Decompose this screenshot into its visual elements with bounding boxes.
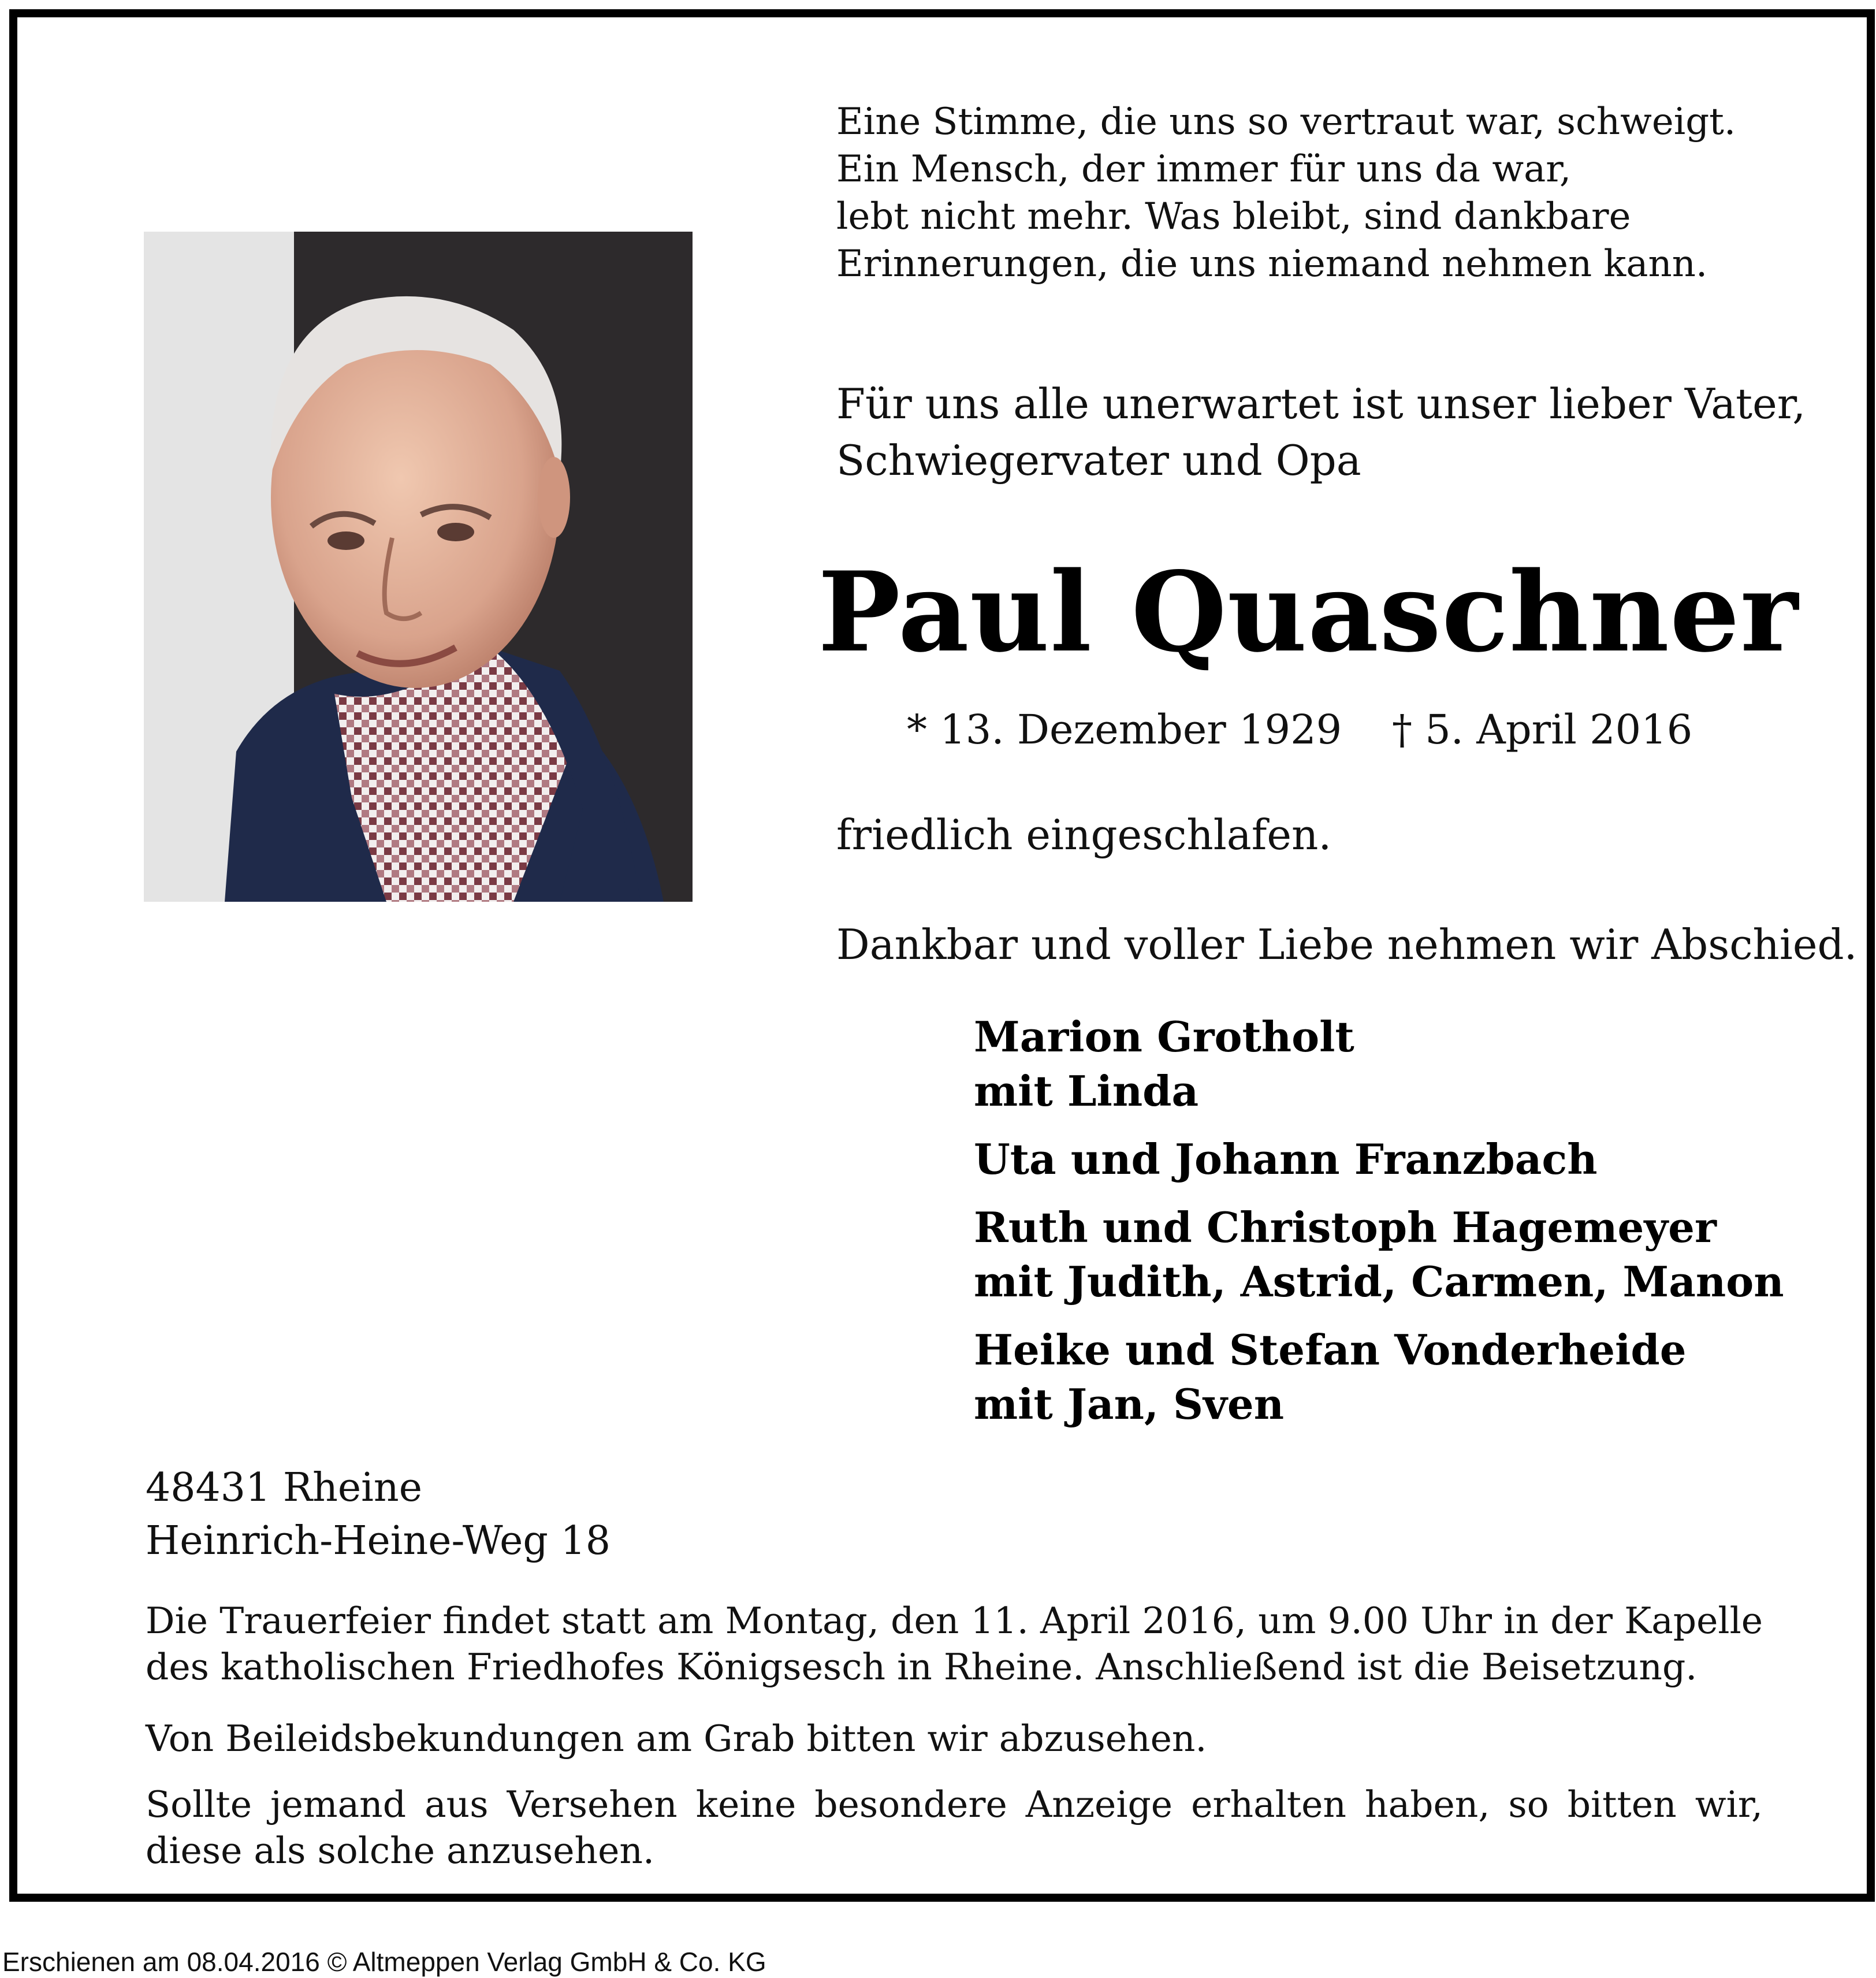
- family-line: Uta und Johann Franzbach: [974, 1135, 1598, 1184]
- condolences-paragraph: Von Beileidsbekundungen am Grab bitten wir abzusehen.: [146, 1717, 1207, 1760]
- family-line: mit Judith, Astrid, Carmen, Manon: [974, 1257, 1784, 1306]
- birth-date: * 13. Dezember 1929: [907, 706, 1342, 753]
- family-line: mit Jan, Sven: [974, 1380, 1285, 1429]
- deceased-name: Paul Quaschner: [817, 548, 1799, 676]
- death-date: † 5. April 2016: [1392, 706, 1693, 753]
- intro-line: Schwiegervater und Opa: [836, 436, 1361, 485]
- family-group: [974, 1010, 1784, 1118]
- peace-text: friedlich eingeschlafen.: [836, 810, 1332, 859]
- notice-paragraph: Sollte jemand aus Versehen keine besondere Anzeige erhalten haben, so bitten wir, diese als solche anzusehen.: [146, 1783, 1763, 1872]
- address: [146, 1462, 611, 1568]
- obituary-notice: [9, 9, 1875, 1902]
- memorial-poem: [836, 98, 1736, 288]
- poem-line: lebt nicht mehr. Was bleibt, sind dankbare: [836, 195, 1631, 238]
- family-group: [974, 1323, 1784, 1432]
- address-street: Heinrich-Heine-Weg 18: [146, 1518, 611, 1564]
- poem-line: Ein Mensch, der immer für uns da war,: [836, 148, 1572, 191]
- poem-line: Eine Stimme, die uns so vertraut war, schweigt.: [836, 101, 1736, 143]
- intro-text: [836, 375, 1806, 489]
- intro-line: Für uns alle unerwartet ist unser lieber Vater,: [836, 380, 1806, 428]
- family-group: [974, 1132, 1784, 1187]
- address-city: 48431 Rheine: [146, 1465, 422, 1511]
- publication-credit: Erschienen am 08.04.2016 © Altmeppen Verlag GmbH & Co. KG: [2, 1947, 766, 1977]
- portrait-photo: [144, 232, 693, 902]
- family-line: Heike und Stefan Vonderheide: [974, 1325, 1687, 1374]
- family-line: mit Linda: [974, 1066, 1199, 1116]
- poem-line: Erinnerungen, die uns niemand nehmen kann.: [836, 243, 1708, 285]
- farewell-text: Dankbar und voller Liebe nehmen wir Abschied.: [836, 920, 1858, 969]
- family-line: Ruth und Christoph Hagemeyer: [974, 1203, 1717, 1252]
- family-group: [974, 1200, 1784, 1309]
- ceremony-paragraph: Die Trauerfeier findet statt am Montag, den 11. April 2016, um 9.00 Uhr in der Kapelle des katholischen Friedhofes Königsesch in Rheine. Anschließend ist die Beisetzung.: [146, 1600, 1763, 1688]
- family-line: Marion Grotholt: [974, 1012, 1354, 1061]
- family-list: [974, 1010, 1784, 1445]
